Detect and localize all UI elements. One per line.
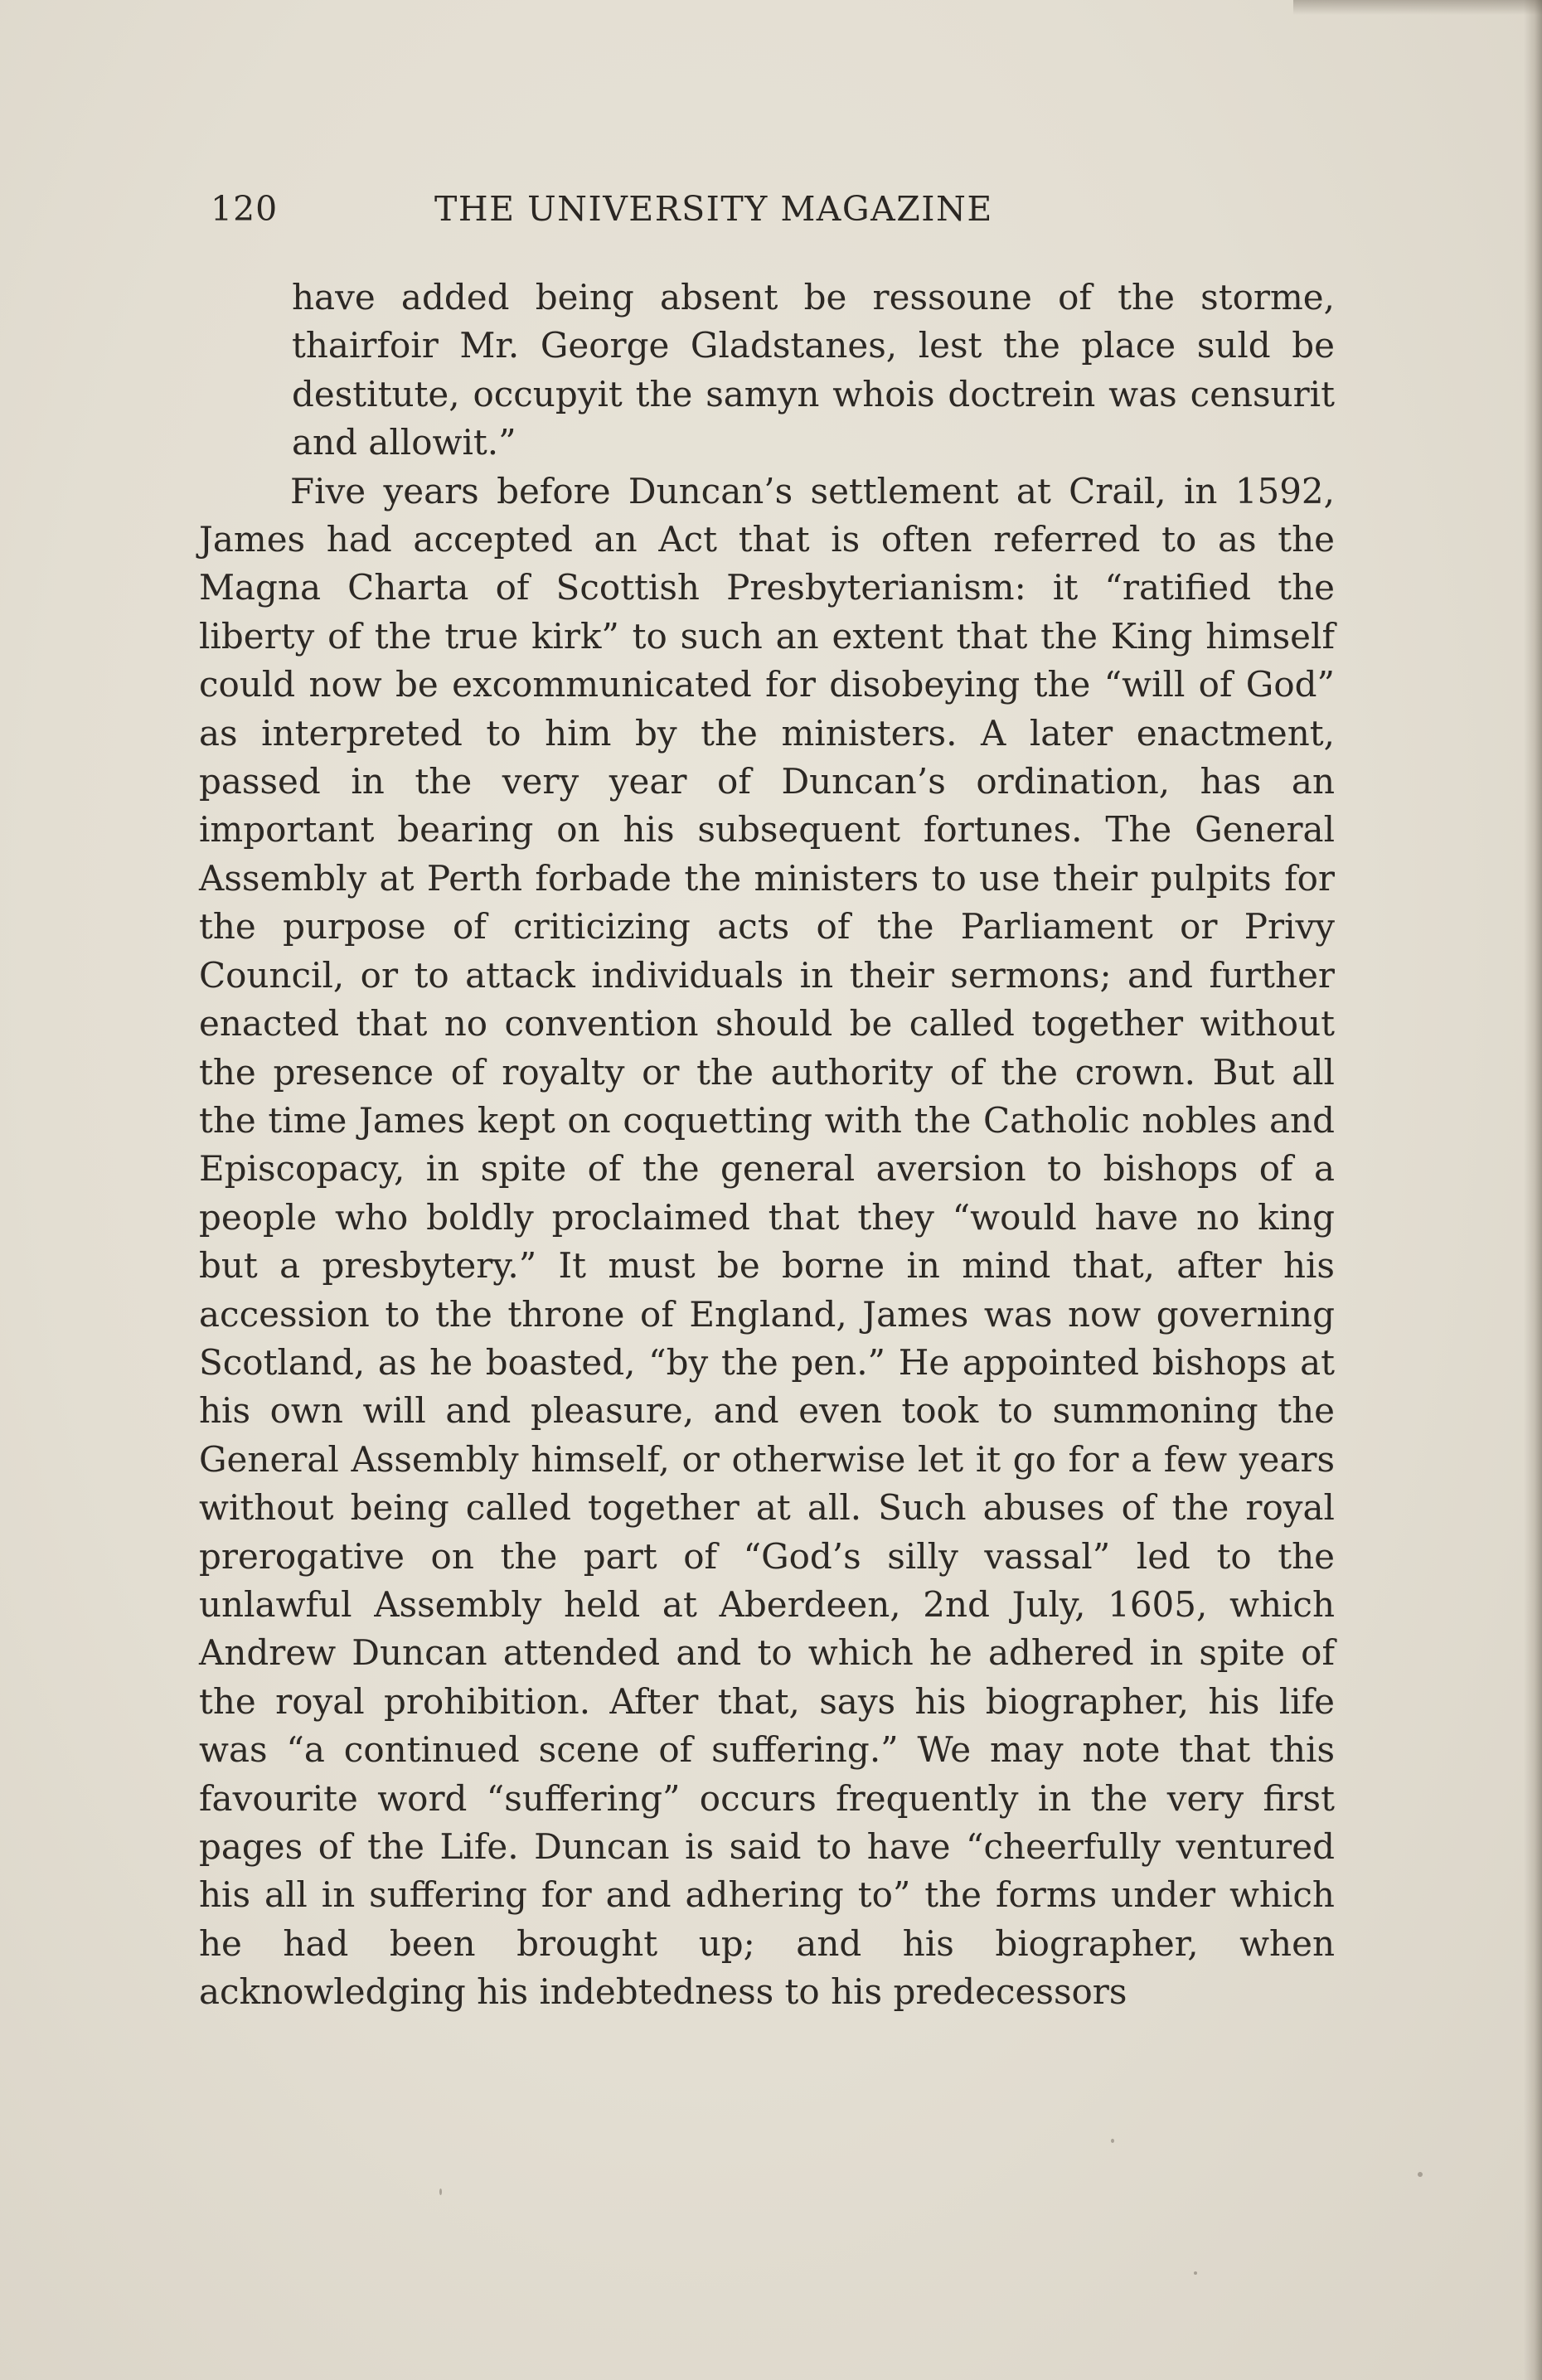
paper-speck (1194, 2271, 1197, 2275)
paper-speck (1111, 2139, 1114, 2143)
page-number: 120 (211, 189, 279, 229)
main-paragraph: Five years before Duncan’s settlement at Crail, in 1592, James had accepted an Act that is often referred to as the Magna Charta of Scottish Presbyterianism: it “ratified the liberty of the true kirk” to such an extent that the King himself could now be excommunicated for disobeying the “will of God” as interpreted to him by the ministers. A later enactment, passed in the very year of Duncan’s ordination, has an important bearing on his subsequent fortunes. The General Assembly at Perth forbade the ministers to use their pulpits for the purpose of criticizing acts of the Parliament or Privy Council, or to attack individuals in their sermons; and further enacted that no convention should be called together without the presence of royalty or the authority of the crown. But all the time James kept on coquetting with the Catholic nobles and Episcopacy, in spite of the general aversion to bishops of a people who boldly proclaimed that they “would have no king but a presbytery.” It must be borne in mind that, after his accession to the throne of England, James was now governing Scotland, as he boasted, “by the pen.” He appointed bishops at his own will and pleasure, and even took to summoning the General Assembly himself, or otherwise let it go for a few years without being called together at all. Such abuses of the royal prerogative on the part of “God’s silly vassal” led to the unlawful Assembly held at Aberdeen, 2nd July, 1605, which Andrew Duncan attended and to which he adhered in spite of the royal prohibition. After that, says his biographer, his life was “a continued scene of suffering.” We may note that this favourite word “suffering” occurs frequently in the very first pages of the Life. Duncan is said to have “cheerfully ventured his all in suffering for and adhering to” the forms under which he had been brought up; and his biographer, when acknowledging his indebtedness to his predecessors (199, 470, 1335, 2013)
running-head (211, 189, 1106, 239)
paper-speck (439, 2189, 442, 2195)
continuation-paragraph: have added being absent be ressoune of the storme, thairfoir Mr. George Gladstanes, lest the place suld be destitute, occupyit the samyn whois doctrein was censurit and allowit.” (292, 277, 1335, 463)
page-top-shadow (1293, 0, 1542, 15)
page-edge-shadow (1524, 0, 1542, 2380)
running-head-title: THE UNIVERSITY MAGAZINE (434, 189, 993, 229)
paper-speck (1418, 2172, 1423, 2177)
body-text (199, 274, 1335, 2017)
